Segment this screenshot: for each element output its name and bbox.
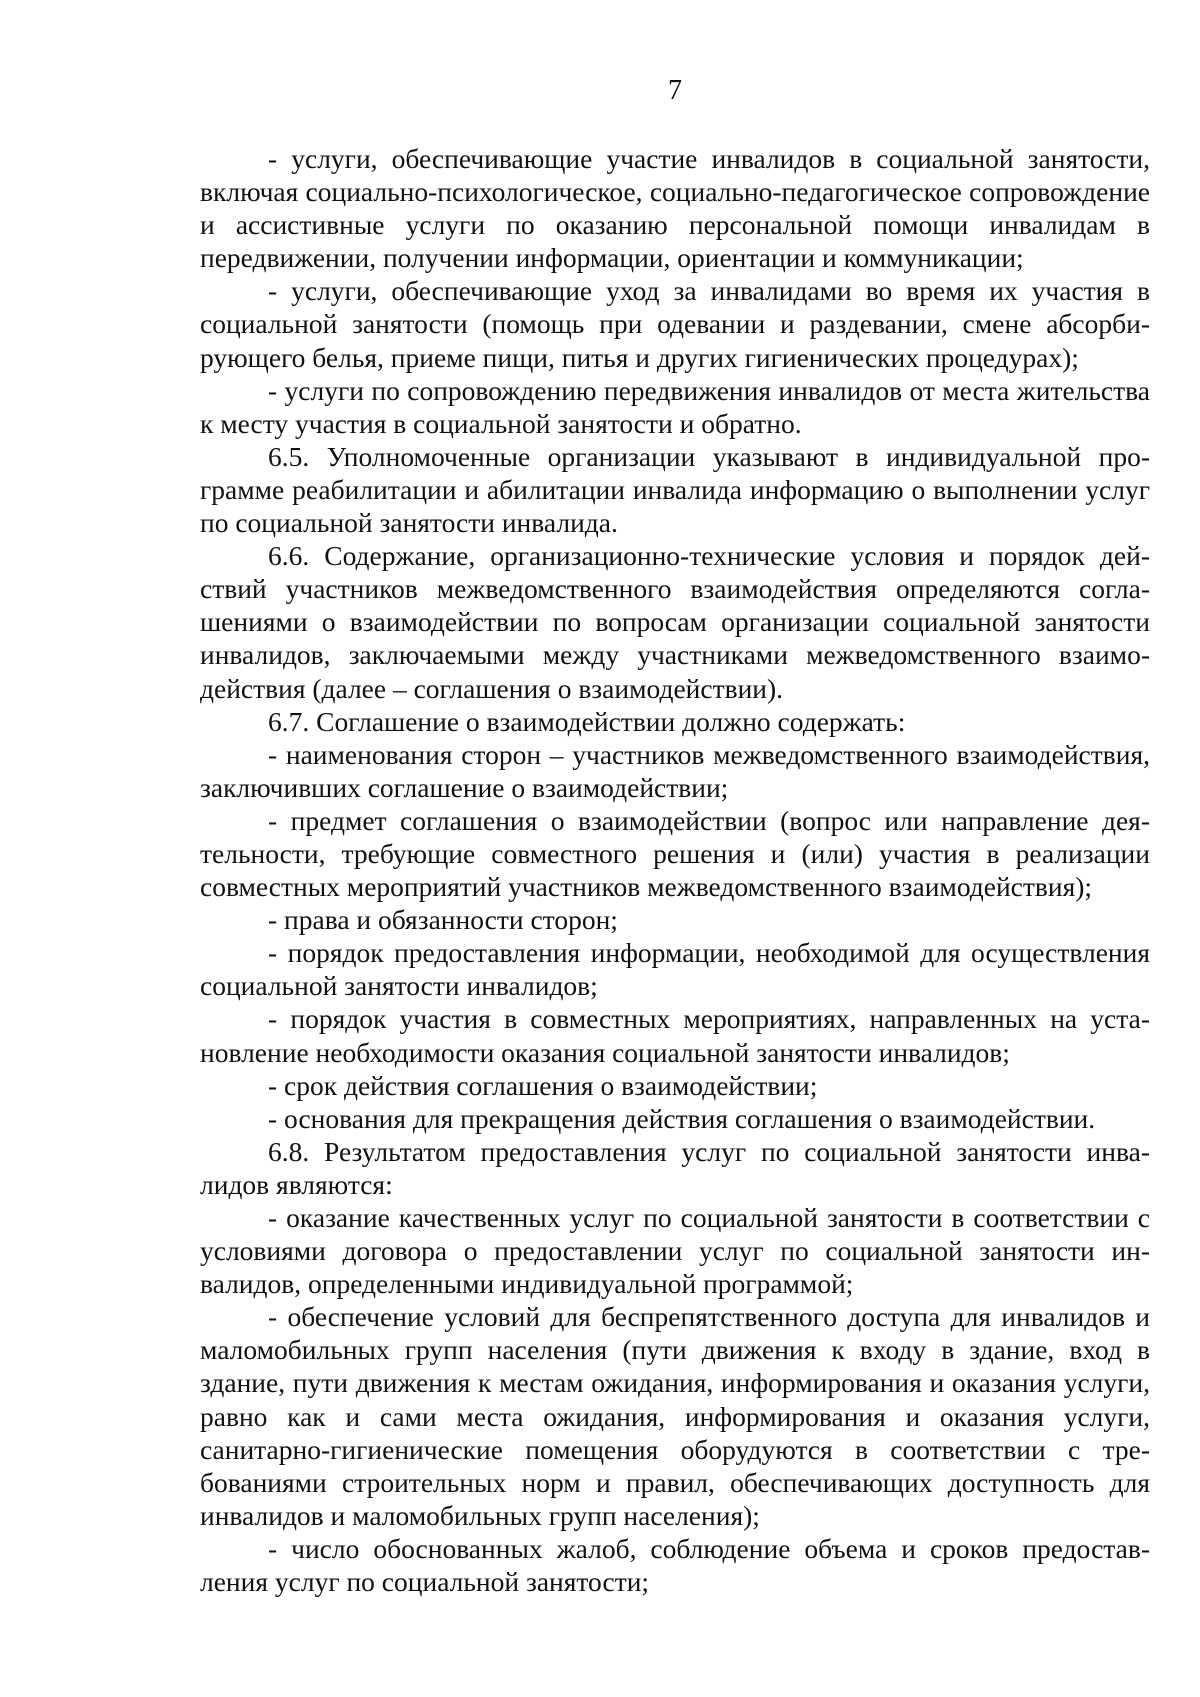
paragraph-4: 6.5. Уполномоченные организации указывают в индивидуальной программе реабилитации и абилитации инвалида информацию о выполнении услуг по социальной занятости инвалида. <box>200 440 1150 539</box>
paragraph-16: - обеспечение условий для беспрепятственного доступа для инвалидов и маломобильных групп населения (пути движения к входу в здание, вход в здание, пути движения к местам ожидания, информирования и оказания услуги, равно как и сами места ожидания, информирования и оказания услуги, санитарно-гигиенические помещения оборудуются в соответствии с требованиями строительных норм и правил, обеспечивающих доступность для инвалидов и маломобильных групп населения); <box>200 1301 1150 1531</box>
document-body <box>200 142 1150 1598</box>
paragraph-11: - порядок участия в совместных мероприятиях, направленных на установление необходимости оказания социальной занятости инвалидов; <box>200 1003 1150 1068</box>
paragraph-7: - наименования сторон – участников межведомственного взаимодействия, заключивших соглашение о взаимодействии; <box>200 738 1150 803</box>
paragraph-17: - число обоснованных жалоб, соблюдение объема и сроков предоставления услуг по социальной занятости; <box>200 1532 1150 1598</box>
paragraph-12: - срок действия соглашения о взаимодействии; <box>268 1069 818 1101</box>
paragraph-9: - права и обязанности сторон; <box>268 904 618 936</box>
paragraph-3: - услуги по сопровождению передвижения инвалидов от места жительства к месту участия в социальной занятости и обратно. <box>200 374 1150 439</box>
paragraph-8: - предмет соглашения о взаимодействии (вопрос или направление деятельности, требующие совместного решения и (или) участия в реализации совместных мероприятий участников межведомственного взаимодействия); <box>200 804 1150 903</box>
paragraph-14: 6.8. Результатом предоставления услуг по социальной занятости инвалидов являются: <box>200 1135 1150 1200</box>
paragraph-15: - оказание качественных услуг по социальной занятости в соответствии с условиями договора о предоставлении услуг по социальной занятости инвалидов, определенными индивидуальной программой; <box>200 1202 1150 1300</box>
blank-page-area <box>200 1600 1150 1640</box>
paragraph-5: 6.6. Содержание, организационно-технические условия и порядок действий участников межведомственного взаимодействия определяются соглашениями о взаимодействии по вопросам организации социальной занятости инвалидов, заключаемыми между участниками межведомственного взаимодействия (далее – соглашения о взаимодействии). <box>200 540 1150 704</box>
paragraph-10: - порядок предоставления информации, необходимой для осуществления социальной занятости инвалидов; <box>200 937 1150 1002</box>
page-number: 7 <box>668 75 682 106</box>
paragraph-13: - основания для прекращения действия соглашения о взаимодействии. <box>268 1102 1096 1134</box>
paragraph-1: - услуги, обеспечивающие участие инвалидов в социальной занятости, включая социально-психологическое, социально-педагогическое сопровождение и ассистивные услуги по оказанию персональной помощи инвалидам в передвижении, получении информации, ориентации и коммуникации; <box>200 143 1150 274</box>
paragraph-6: 6.7. Соглашение о взаимодействии должно содержать: <box>268 705 906 737</box>
paragraph-2: - услуги, обеспечивающие уход за инвалидами во время их участия в социальной занятости (помощь при одевании и раздевании, смене абсорбирующего белья, приеме пищи, питья и других гигиенических процедурах); <box>200 275 1150 373</box>
